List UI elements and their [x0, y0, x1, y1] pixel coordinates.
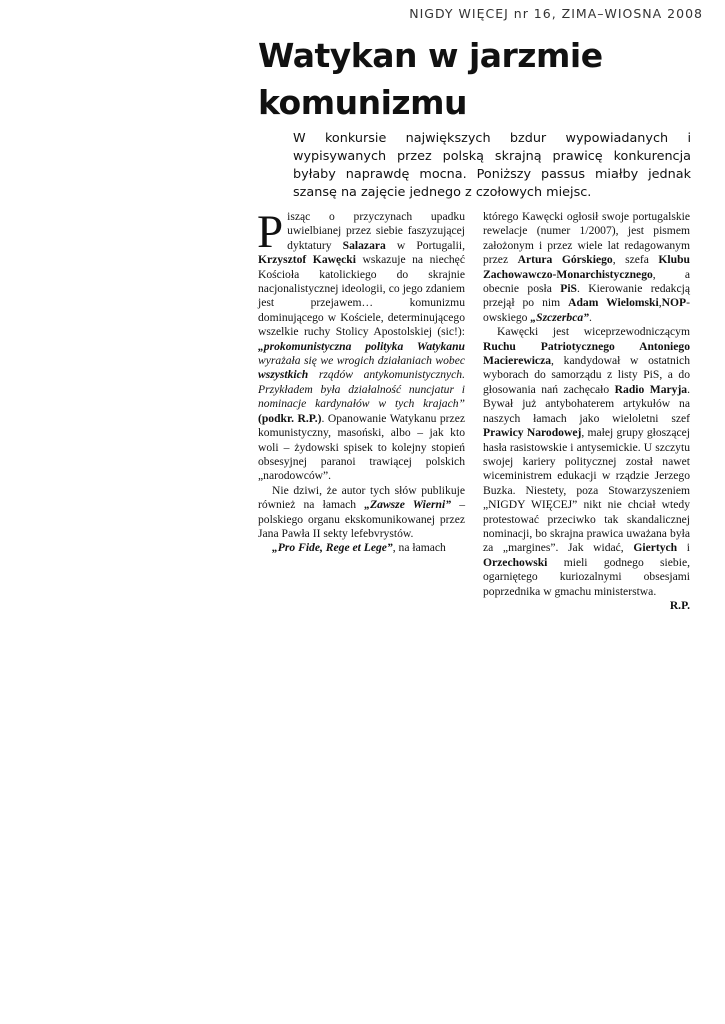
quote: wyrażała się we wrogich działaniach wobec: [258, 354, 465, 368]
column-left: [257, 206, 465, 556]
article-title: Watykan w jarzmie komunizmu: [258, 36, 603, 122]
paragraph-4: Kawęcki jest wiceprzewodniczącym Ruchu Patriotycznego Antoniego Macierewicza, kandydował w ostatnich wyborach do samorządu z listy PiS, a do głosowania nań zachęcało Radio Maryja. Bywał już antybohaterem artykułów na naszych łamach jako wieloletni szef Prawicy Narodowej, małej grupy głoszącej hasła rasistowskie i antysemickie. U szczytu swojej kariery politycznej został nawet wiceministrem edukacji w rządzie Jerzego Buzka. Niestety, poza Stowarzyszeniem „NIGDY WIĘCEJ” nikt nie chciał wtedy protestować przeciwko tak skandalicznej nominacji, bo skrajna prawica uważana była za „margines”. Jak widać, Giertych i Orzechowski mieli godnego siebie, ogarniętego kuriozalnymi obsesjami poprzednika w gmachu ministerstwa.: [483, 325, 691, 598]
column-right: [483, 210, 690, 613]
drop-cap: P: [257, 206, 284, 258]
paragraph-3: „Pro Fide, Rege et Lege”, na łamach: [272, 541, 446, 555]
running-head: NIGDY WIĘCEJ nr 16, ZIMA–WIOSNA 2008: [409, 6, 703, 21]
paragraph-1: Pisząc o przyczynach upadku uwielbianej przez siebie faszyzującej dyktatury Salazara w Portugalii, Krzysztof Kawęcki wskazuje na niechęć Kościoła katolickiego do skrajnie nacjonalistycznej ideologii, co jego zdaniem jest przejawem… komunizmu dominującego w Kościele, determinującego wszelkie ruchy Stolicy Apostolskiej (sic!): „prokomunistyczna polityka Watykanu wyrażała się we wrogich działaniach wobec wszystkich rządów antykomunistycznych. Przykładem była działalność nuncjatur i nominacje kardynałów w tych krajach” (podkr. R.P.). Opanowanie Watykanu przez komunistyczny, masoński, albo – jak kto woli – żydowski spisek to kolejny stopień obsesyjnej paranoi trawiącej polskich „narodowców”.: [257, 206, 465, 483]
paragraph-3-continued: którego Kawęcki ogłosił swoje portugalskie rewelacje (numer 1/2007), jest pismem założonym i przez wiele lat redagowanym przez Artura Górskiego, szefa Klubu Zachowawczo-Monarchistycznego, a obecnie posła PiS. Kierowanie redakcją przejął po nim Adam Wielomski,NOP-owskiego „Szczerbca”.: [483, 210, 690, 324]
paragraph-2: Nie dziwi, że autor tych słów publikuje również na łamach „Zawsze Wierni” – polskiego organu ekskomunikowanej przez Jana Pawła II sekty lefebvrystów.: [258, 483, 465, 540]
quote-bold: „prokomunistyczna polityka Watykanu: [258, 339, 465, 353]
author-signature: R.P.: [669, 598, 690, 612]
article-lead: W konkursie największych bzdur wypowiadanych i wypisywanych przez polską skrajną prawicę konkurencja byłaby naprawdę mocna. Poniższy passus miałby jednak szansę na zajęcie jednego z czołowych miejsc.: [293, 131, 691, 200]
